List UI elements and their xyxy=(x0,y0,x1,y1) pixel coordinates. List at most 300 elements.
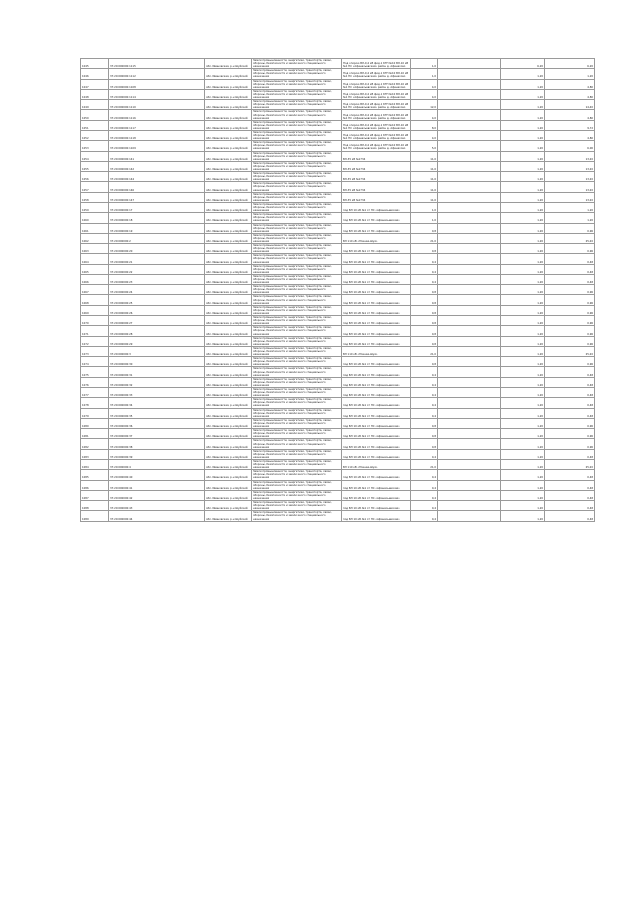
table-row xyxy=(81,192,595,202)
area-cell: 4,0 xyxy=(411,79,438,89)
table-row xyxy=(81,59,595,69)
area-cell: 0,8 xyxy=(411,244,438,254)
row-id-cell: 1067 xyxy=(81,285,109,295)
land-category-cell: Земли промышленности, энергетики, транспорта, связи, обороны, безопасности и земли иного специального назначения xyxy=(252,357,342,367)
cadastral-number-cell: 37:20:000000:27 xyxy=(109,316,205,326)
land-category-cell: Земли промышленности, энергетики, транспорта, связи, обороны, безопасности и земли иного специального назначения xyxy=(252,264,342,274)
location-cell: обл. Ивановская, р-н Шуйский xyxy=(205,264,252,274)
row-id-cell: 1059 xyxy=(81,202,109,212)
area-cell: 0,8 xyxy=(411,429,438,439)
row-id-cell: 1074 xyxy=(81,357,109,367)
row-id-cell: 1054 xyxy=(81,151,109,161)
cadastral-number-cell: 37:20:000000:43 xyxy=(109,501,205,511)
address-cell: под ВЛ 10 кВ №1 от ПС «Афанасьевская» xyxy=(342,357,411,367)
location-cell: обл. Ивановская, р-н Шуйский xyxy=(205,326,252,336)
location-cell: обл. Ивановская, р-н Шуйский xyxy=(205,172,252,182)
rate-cell: 1,20 xyxy=(501,233,545,243)
land-category-cell: Земли промышленности, энергетики, транспорта, связи, обороны, безопасности и земли иного специального назначения xyxy=(252,418,342,428)
area-cell: 0,4 xyxy=(411,480,438,490)
cadastral-number-cell: 37:20:000000:146 xyxy=(109,182,205,192)
row-id-cell: 1066 xyxy=(81,274,109,284)
rate-cell: 1,20 xyxy=(501,182,545,192)
empty-cell xyxy=(438,336,501,346)
address-cell: под ВЛ 10 кВ №1 от ПС «Афанасьевская» xyxy=(342,501,411,511)
location-cell: обл. Ивановская, р-н Шуйский xyxy=(205,161,252,171)
sum-cell: 13,20 xyxy=(545,172,595,182)
empty-cell xyxy=(438,130,501,140)
address-cell: ВЛ 110 кВ «Южная-Шуя» xyxy=(342,459,411,469)
cadastral-number-cell: 37:20:000000:1114 xyxy=(109,89,205,99)
area-cell: 11,0 xyxy=(411,182,438,192)
cadastral-number-cell: 37:20:000000:36 xyxy=(109,418,205,428)
row-id-cell: 1080 xyxy=(81,418,109,428)
rate-cell: 1,20 xyxy=(501,151,545,161)
table-row xyxy=(81,449,595,459)
rate-cell: 1,20 xyxy=(501,295,545,305)
sum-cell: 0,48 xyxy=(545,254,595,264)
empty-cell xyxy=(438,202,501,212)
area-cell: 0,8 xyxy=(411,316,438,326)
location-cell: обл. Ивановская, р-н Шуйский xyxy=(205,367,252,377)
rate-cell: 1,20 xyxy=(501,89,545,99)
row-id-cell: 1089 xyxy=(81,511,109,521)
table-row xyxy=(81,470,595,480)
cadastral-number-cell: 37:20:000000:31 xyxy=(109,367,205,377)
sum-cell: 9,72 xyxy=(545,120,595,130)
address-cell: под ВЛ 10 кВ №1 от ПС «Афанасьевская» xyxy=(342,213,411,223)
area-cell: 11,0 xyxy=(411,151,438,161)
address-cell: под ВЛ 10 кВ №1 от ПС «Афанасьевская» xyxy=(342,449,411,459)
empty-cell xyxy=(438,295,501,305)
cadastral-number-cell: 37:20:000000:33 xyxy=(109,388,205,398)
empty-cell xyxy=(438,69,501,79)
row-id-cell: 1060 xyxy=(81,213,109,223)
table-row xyxy=(81,480,595,490)
table-row xyxy=(81,336,595,346)
cadastral-number-cell: 37:20:000000:1112 xyxy=(109,69,205,79)
address-cell: Под опорою ВЛ-0,4 кВ фид.1 КТП №10 ВЛ-10 кВ №1 ПС «Афанасьевская» район д. Афанасово xyxy=(342,141,411,151)
land-plots-table xyxy=(80,58,595,522)
sum-cell: 4,80 xyxy=(545,110,595,120)
rate-cell: 1,20 xyxy=(501,223,545,233)
table-row xyxy=(81,100,595,110)
land-category-cell: Земли промышленности, энергетики, транспорта, связи, обороны, безопасности и земли иного специального назначения xyxy=(252,244,342,254)
cadastral-number-cell: 37:20:000000:25 xyxy=(109,295,205,305)
address-cell: под ВЛ 10 кВ №1 от ПС «Афанасьевская» xyxy=(342,244,411,254)
address-cell: под ВЛ 10 кВ №1 от ПС «Афанасьевская» xyxy=(342,408,411,418)
sum-cell: 0,96 xyxy=(545,429,595,439)
land-category-cell: Земли промышленности, энергетики, транспорта, связи, обороны, безопасности и земли иного специального назначения xyxy=(252,459,342,469)
empty-cell xyxy=(438,408,501,418)
rate-cell: 1,20 xyxy=(501,326,545,336)
row-id-cell: 1055 xyxy=(81,161,109,171)
row-id-cell: 1063 xyxy=(81,244,109,254)
land-category-cell: Земли промышленности, энергетики, транспорта, связи, обороны, безопасности и земли иного специального назначения xyxy=(252,130,342,140)
address-cell: под ВЛ 10 кВ №1 от ПС «Афанасьевская» xyxy=(342,377,411,387)
area-cell: 0,8 xyxy=(411,326,438,336)
rate-cell: 1,20 xyxy=(501,490,545,500)
area-cell: 0,8 xyxy=(411,439,438,449)
table-row xyxy=(81,254,595,264)
area-cell: 21,0 xyxy=(411,233,438,243)
table-row xyxy=(81,439,595,449)
rate-cell: 1,20 xyxy=(501,110,545,120)
address-cell: ВЛ-35 кВ №1734 xyxy=(342,182,411,192)
cadastral-number-cell: 37:20:000000:1115 xyxy=(109,59,205,69)
area-cell: 21,0 xyxy=(411,346,438,356)
area-cell: 0,8 xyxy=(411,418,438,428)
cadastral-number-cell: 37:20:000000:29 xyxy=(109,336,205,346)
location-cell: обл. Ивановская, р-н Шуйский xyxy=(205,501,252,511)
address-cell: Под опорою ВЛ-0,4 кВ фид.1 КТП №10 ВЛ-10 кВ №1 ПС «Афанасьевская» район д. Афанасово xyxy=(342,100,411,110)
address-cell: ВЛ-35 кВ №1734 xyxy=(342,192,411,202)
address-cell: ВЛ 110 кВ «Южная-Шуя» xyxy=(342,233,411,243)
rate-cell: 1,20 xyxy=(501,305,545,315)
table-row xyxy=(81,89,595,99)
cadastral-number-cell: 37:20:000000:23 xyxy=(109,274,205,284)
cadastral-table-sheet xyxy=(80,58,593,522)
empty-cell xyxy=(438,161,501,171)
rate-cell: 1,20 xyxy=(501,470,545,480)
empty-cell xyxy=(438,151,501,161)
sum-cell: 0,96 xyxy=(545,336,595,346)
sum-cell: 0,48 xyxy=(545,377,595,387)
sum-cell: 0,96 xyxy=(545,244,595,254)
empty-cell xyxy=(438,141,501,151)
empty-cell xyxy=(438,110,501,120)
location-cell: обл. Ивановская, р-н Шуйский xyxy=(205,357,252,367)
area-cell: 4,0 xyxy=(411,110,438,120)
row-id-cell: 1071 xyxy=(81,326,109,336)
table-row xyxy=(81,316,595,326)
row-id-cell: 1068 xyxy=(81,295,109,305)
table-body xyxy=(81,59,595,522)
cadastral-number-cell: 37:20:000000:4 xyxy=(109,459,205,469)
row-id-cell: 1082 xyxy=(81,439,109,449)
sum-cell: 13,20 xyxy=(545,151,595,161)
cadastral-number-cell: 37:20:000000:24 xyxy=(109,285,205,295)
land-category-cell: Земли промышленности, энергетики, транспорта, связи, обороны, безопасности и земли иного специального назначения xyxy=(252,100,342,110)
rate-cell: 1,20 xyxy=(501,244,545,254)
land-category-cell: Земли промышленности, энергетики, транспорта, связи, обороны, безопасности и земли иного специального назначения xyxy=(252,161,342,171)
address-cell: ВЛ-35 кВ №1734 xyxy=(342,151,411,161)
sum-cell: 0,48 xyxy=(545,274,595,284)
rate-cell: 1,20 xyxy=(501,254,545,264)
sum-cell: 0,48 xyxy=(545,398,595,408)
row-id-cell: 1069 xyxy=(81,305,109,315)
sum-cell: 0,96 xyxy=(545,439,595,449)
sum-cell: 0,48 xyxy=(545,408,595,418)
land-category-cell: Земли промышленности, энергетики, транспорта, связи, обороны, безопасности и земли иного специального назначения xyxy=(252,172,342,182)
rate-cell: 1,20 xyxy=(501,120,545,130)
location-cell: обл. Ивановская, р-н Шуйский xyxy=(205,89,252,99)
row-id-cell: 1070 xyxy=(81,316,109,326)
address-cell: под ВЛ 10 кВ №1 от ПС «Афанасьевская» xyxy=(342,470,411,480)
table-row xyxy=(81,120,595,130)
cadastral-number-cell: 37:20:000000:39 xyxy=(109,449,205,459)
sum-cell: 1,20 xyxy=(545,202,595,212)
rate-cell: 1,20 xyxy=(501,388,545,398)
land-category-cell: Земли промышленности, энергетики, транспорта, связи, обороны, безопасности и земли иного специального назначения xyxy=(252,316,342,326)
sum-cell: 6,20 xyxy=(545,59,595,69)
table-row xyxy=(81,295,595,305)
rate-cell: 1,20 xyxy=(501,141,545,151)
land-category-cell: Земли промышленности, энергетики, транспорта, связи, обороны, безопасности и земли иного специального назначения xyxy=(252,141,342,151)
table-row xyxy=(81,418,595,428)
address-cell: Под опорою ВЛ-0,4 кВ фид.1 КТП №10 ВЛ-10 кВ №1 ПС «Афанасьевская» район д. Афанасово xyxy=(342,110,411,120)
address-cell: ВЛ 110 кВ «Южная-Шуя» xyxy=(342,346,411,356)
row-id-cell: 1065 xyxy=(81,264,109,274)
rate-cell: 1,20 xyxy=(501,285,545,295)
area-cell: 11,0 xyxy=(411,172,438,182)
sum-cell: 0,48 xyxy=(545,480,595,490)
address-cell: под ВЛ 10 кВ №1 от ПС «Афанасьевская» xyxy=(342,480,411,490)
rate-cell: 1,20 xyxy=(501,213,545,223)
cadastral-number-cell: 37:20:000000:147 xyxy=(109,192,205,202)
location-cell: обл. Ивановская, р-н Шуйский xyxy=(205,182,252,192)
sum-cell: 4,80 xyxy=(545,89,595,99)
cadastral-number-cell: 37:20:000000:1110 xyxy=(109,100,205,110)
rate-cell: 1,20 xyxy=(501,316,545,326)
sum-cell: 1,20 xyxy=(545,69,595,79)
empty-cell xyxy=(438,418,501,428)
sum-cell: 0,48 xyxy=(545,264,595,274)
table-row xyxy=(81,429,595,439)
cadastral-number-cell: 37:20:000000:19 xyxy=(109,223,205,233)
cadastral-number-cell: 37:20:000000:28 xyxy=(109,326,205,336)
empty-cell xyxy=(438,501,501,511)
land-category-cell: Земли промышленности, энергетики, транспорта, связи, обороны, безопасности и земли иного специального назначения xyxy=(252,233,342,243)
table-row xyxy=(81,161,595,171)
location-cell: обл. Ивановская, р-н Шуйский xyxy=(205,151,252,161)
rate-cell: 1,20 xyxy=(501,346,545,356)
land-category-cell: Земли промышленности, энергетики, транспорта, связи, обороны, безопасности и земли иного специального назначения xyxy=(252,202,342,212)
empty-cell xyxy=(438,285,501,295)
cadastral-number-cell: 37:20:000000:2 xyxy=(109,233,205,243)
empty-cell xyxy=(438,490,501,500)
table-row xyxy=(81,398,595,408)
rate-cell: 1,20 xyxy=(501,398,545,408)
empty-cell xyxy=(438,172,501,182)
empty-cell xyxy=(438,377,501,387)
address-cell: под ВЛ 10 кВ №1 от ПС «Афанасьевская» xyxy=(342,223,411,233)
row-id-cell: 1073 xyxy=(81,346,109,356)
address-cell: ВЛ-35 кВ №1734 xyxy=(342,172,411,182)
address-cell: под ВЛ 10 кВ №1 от ПС «Афанасьевская» xyxy=(342,429,411,439)
empty-cell xyxy=(438,316,501,326)
land-category-cell: Земли промышленности, энергетики, транспорта, связи, обороны, безопасности и земли иного специального назначения xyxy=(252,511,342,521)
empty-cell xyxy=(438,274,501,284)
land-category-cell: Земли промышленности, энергетики, транспорта, связи, обороны, безопасности и земли иного специального назначения xyxy=(252,367,342,377)
area-cell: 21,0 xyxy=(411,459,438,469)
table-row xyxy=(81,490,595,500)
table-row xyxy=(81,377,595,387)
table-row xyxy=(81,202,595,212)
address-cell: ВЛ-35 кВ №1734 xyxy=(342,161,411,171)
address-cell: Под опорою ВЛ-0,4 кВ фид.1 КТП №10 ВЛ-10 кВ №1 ПС «Афанасьевская» район д. Афанасово xyxy=(342,59,411,69)
table-row xyxy=(81,264,595,274)
area-cell: 8,0 xyxy=(411,120,438,130)
land-category-cell: Земли промышленности, энергетики, транспорта, связи, обороны, безопасности и земли иного специального назначения xyxy=(252,274,342,284)
sum-cell: 0,96 xyxy=(545,285,595,295)
cadastral-number-cell: 37:20:000000:35 xyxy=(109,408,205,418)
sum-cell: 25,20 xyxy=(545,346,595,356)
area-cell: 0,4 xyxy=(411,408,438,418)
location-cell: обл. Ивановская, р-н Шуйский xyxy=(205,459,252,469)
empty-cell xyxy=(438,244,501,254)
address-cell: под ВЛ 10 кВ №1 от ПС «Афанасьевская» xyxy=(342,367,411,377)
location-cell: обл. Ивановская, р-н Шуйский xyxy=(205,120,252,130)
land-category-cell: Земли промышленности, энергетики, транспорта, связи, обороны, безопасности и земли иного специального назначения xyxy=(252,305,342,315)
land-category-cell: Земли промышленности, энергетики, транспорта, связи, обороны, безопасности и земли иного специального назначения xyxy=(252,182,342,192)
table-row xyxy=(81,274,595,284)
empty-cell xyxy=(438,89,501,99)
location-cell: обл. Ивановская, р-н Шуйский xyxy=(205,346,252,356)
empty-cell xyxy=(438,182,501,192)
land-category-cell: Земли промышленности, энергетики, транспорта, связи, обороны, безопасности и земли иного специального назначения xyxy=(252,480,342,490)
table-row xyxy=(81,459,595,469)
cadastral-number-cell: 37:20:000000:1116 xyxy=(109,110,205,120)
cadastral-number-cell: 37:20:000000:17 xyxy=(109,202,205,212)
area-cell: 0,8 xyxy=(411,357,438,367)
row-id-cell: 1079 xyxy=(81,408,109,418)
empty-cell xyxy=(438,223,501,233)
sum-cell: 0,96 xyxy=(545,418,595,428)
table-row xyxy=(81,79,595,89)
location-cell: обл. Ивановская, р-н Шуйский xyxy=(205,408,252,418)
area-cell: 12,0 xyxy=(411,100,438,110)
empty-cell xyxy=(438,233,501,243)
land-category-cell: Земли промышленности, энергетики, транспорта, связи, обороны, безопасности и земли иного специального назначения xyxy=(252,151,342,161)
address-cell: Под опорою ВЛ-0,4 кВ фид.1 КТП №10 ВЛ-10 кВ №1 ПС «Афанасьевская» район д. Афанасово xyxy=(342,69,411,79)
row-id-cell: 1058 xyxy=(81,192,109,202)
empty-cell xyxy=(438,326,501,336)
address-cell: под ВЛ 10 кВ №1 от ПС «Афанасьевская» xyxy=(342,336,411,346)
area-cell: 11,0 xyxy=(411,161,438,171)
location-cell: обл. Ивановская, р-н Шуйский xyxy=(205,244,252,254)
rate-cell: 1,20 xyxy=(501,172,545,182)
rate-cell: 6,20 xyxy=(501,59,545,69)
land-category-cell: Земли промышленности, энергетики, транспорта, связи, обороны, безопасности и земли иного специального назначения xyxy=(252,398,342,408)
area-cell: 1,0 xyxy=(411,69,438,79)
location-cell: обл. Ивановская, р-н Шуйский xyxy=(205,429,252,439)
address-cell: Под опорою ВЛ-0,4 кВ фид.1 КТП №10 ВЛ-10 кВ №1 ПС «Афанасьевская» район д. Афанасово xyxy=(342,79,411,89)
rate-cell: 1,20 xyxy=(501,501,545,511)
table-row xyxy=(81,130,595,140)
row-id-cell: 1078 xyxy=(81,398,109,408)
row-id-cell: 1064 xyxy=(81,254,109,264)
empty-cell xyxy=(438,459,501,469)
row-id-cell: 1072 xyxy=(81,336,109,346)
land-category-cell: Земли промышленности, энергетики, транспорта, связи, обороны, безопасности и земли иного специального назначения xyxy=(252,408,342,418)
table-row xyxy=(81,244,595,254)
address-cell: под ВЛ 10 кВ №1 от ПС «Афанасьевская» xyxy=(342,388,411,398)
row-id-cell: 1087 xyxy=(81,490,109,500)
address-cell: под ВЛ 10 кВ №1 от ПС «Афанасьевская» xyxy=(342,418,411,428)
area-cell: 0,8 xyxy=(411,305,438,315)
area-cell: 0,4 xyxy=(411,388,438,398)
sum-cell: 25,20 xyxy=(545,233,595,243)
table-row xyxy=(81,501,595,511)
location-cell: обл. Ивановская, р-н Шуйский xyxy=(205,449,252,459)
land-category-cell: Земли промышленности, энергетики, транспорта, связи, обороны, безопасности и земли иного специального назначения xyxy=(252,388,342,398)
rate-cell: 1,20 xyxy=(501,161,545,171)
rate-cell: 1,20 xyxy=(501,100,545,110)
empty-cell xyxy=(438,100,501,110)
rate-cell: 1,20 xyxy=(501,69,545,79)
address-cell: под ВЛ 10 кВ №1 от ПС «Афанасьевская» xyxy=(342,274,411,284)
row-id-cell: 1061 xyxy=(81,223,109,233)
rate-cell: 1,20 xyxy=(501,439,545,449)
empty-cell xyxy=(438,449,501,459)
location-cell: обл. Ивановская, р-н Шуйский xyxy=(205,141,252,151)
area-cell: 1,0 xyxy=(411,202,438,212)
land-category-cell: Земли промышленности, энергетики, транспорта, связи, обороны, безопасности и земли иного специального назначения xyxy=(252,490,342,500)
row-id-cell: 1052 xyxy=(81,130,109,140)
location-cell: обл. Ивановская, р-н Шуйский xyxy=(205,336,252,346)
rate-cell: 1,20 xyxy=(501,459,545,469)
land-category-cell: Земли промышленности, энергетики, транспорта, связи, обороны, безопасности и земли иного специального назначения xyxy=(252,470,342,480)
row-id-cell: 1051 xyxy=(81,120,109,130)
rate-cell: 1,20 xyxy=(501,336,545,346)
land-category-cell: Земли промышленности, энергетики, транспорта, связи, обороны, безопасности и земли иного специального назначения xyxy=(252,501,342,511)
area-cell: 0,8 xyxy=(411,295,438,305)
cadastral-number-cell: 37:20:000000:3 xyxy=(109,346,205,356)
location-cell: обл. Ивановская, р-н Шуйский xyxy=(205,388,252,398)
location-cell: обл. Ивановская, р-н Шуйский xyxy=(205,285,252,295)
cadastral-number-cell: 37:20:000000:1118 xyxy=(109,130,205,140)
sum-cell: 0,48 xyxy=(545,470,595,480)
row-id-cell: 1047 xyxy=(81,79,109,89)
table-row xyxy=(81,69,595,79)
address-cell: Под опорою ВЛ-0,4 кВ фид.1 КТП №10 ВЛ-10 кВ №1 ПС «Афанасьевская» район д. Афанасово xyxy=(342,120,411,130)
land-category-cell: Земли промышленности, энергетики, транспорта, связи, обороны, безопасности и земли иного специального назначения xyxy=(252,69,342,79)
land-category-cell: Земли промышленности, энергетики, транспорта, связи, обороны, безопасности и земли иного специального назначения xyxy=(252,110,342,120)
location-cell: обл. Ивановская, р-н Шуйский xyxy=(205,480,252,490)
sum-cell: 0,48 xyxy=(545,449,595,459)
row-id-cell: 1084 xyxy=(81,459,109,469)
land-category-cell: Земли промышленности, энергетики, транспорта, связи, обороны, безопасности и земли иного специального назначения xyxy=(252,254,342,264)
cadastral-number-cell: 37:20:000000:1109 xyxy=(109,141,205,151)
sum-cell: 13,20 xyxy=(545,192,595,202)
table-row xyxy=(81,357,595,367)
location-cell: обл. Ивановская, р-н Шуйский xyxy=(205,274,252,284)
cadastral-number-cell: 37:20:000000:144 xyxy=(109,172,205,182)
address-cell: под ВЛ 10 кВ №1 от ПС «Афанасьевская» xyxy=(342,511,411,521)
sum-cell: 0,96 xyxy=(545,357,595,367)
land-category-cell: Земли промышленности, энергетики, транспорта, связи, обороны, безопасности и земли иного специального назначения xyxy=(252,377,342,387)
sum-cell: 0,48 xyxy=(545,367,595,377)
location-cell: обл. Ивановская, р-н Шуйский xyxy=(205,316,252,326)
row-id-cell: 1045 xyxy=(81,59,109,69)
area-cell: 0,4 xyxy=(411,254,438,264)
rate-cell: 1,20 xyxy=(501,264,545,274)
area-cell: 4,0 xyxy=(411,89,438,99)
table-row xyxy=(81,305,595,315)
row-id-cell: 1048 xyxy=(81,89,109,99)
location-cell: обл. Ивановская, р-н Шуйский xyxy=(205,377,252,387)
area-cell: 0,8 xyxy=(411,285,438,295)
table-row xyxy=(81,172,595,182)
rate-cell: 1,20 xyxy=(501,79,545,89)
land-category-cell: Земли промышленности, энергетики, транспорта, связи, обороны, безопасности и земли иного специального назначения xyxy=(252,213,342,223)
address-cell: под ВЛ 10 кВ №1 от ПС «Афанасьевская» xyxy=(342,490,411,500)
empty-cell xyxy=(438,511,501,521)
empty-cell xyxy=(438,120,501,130)
location-cell: обл. Ивановская, р-н Шуйский xyxy=(205,69,252,79)
row-id-cell: 1081 xyxy=(81,429,109,439)
address-cell: Под опорою ВЛ-0,4 кВ фид.1 КТП №10 ВЛ-10 кВ №1 ПС «Афанасьевская» район д. Афанасово xyxy=(342,89,411,99)
